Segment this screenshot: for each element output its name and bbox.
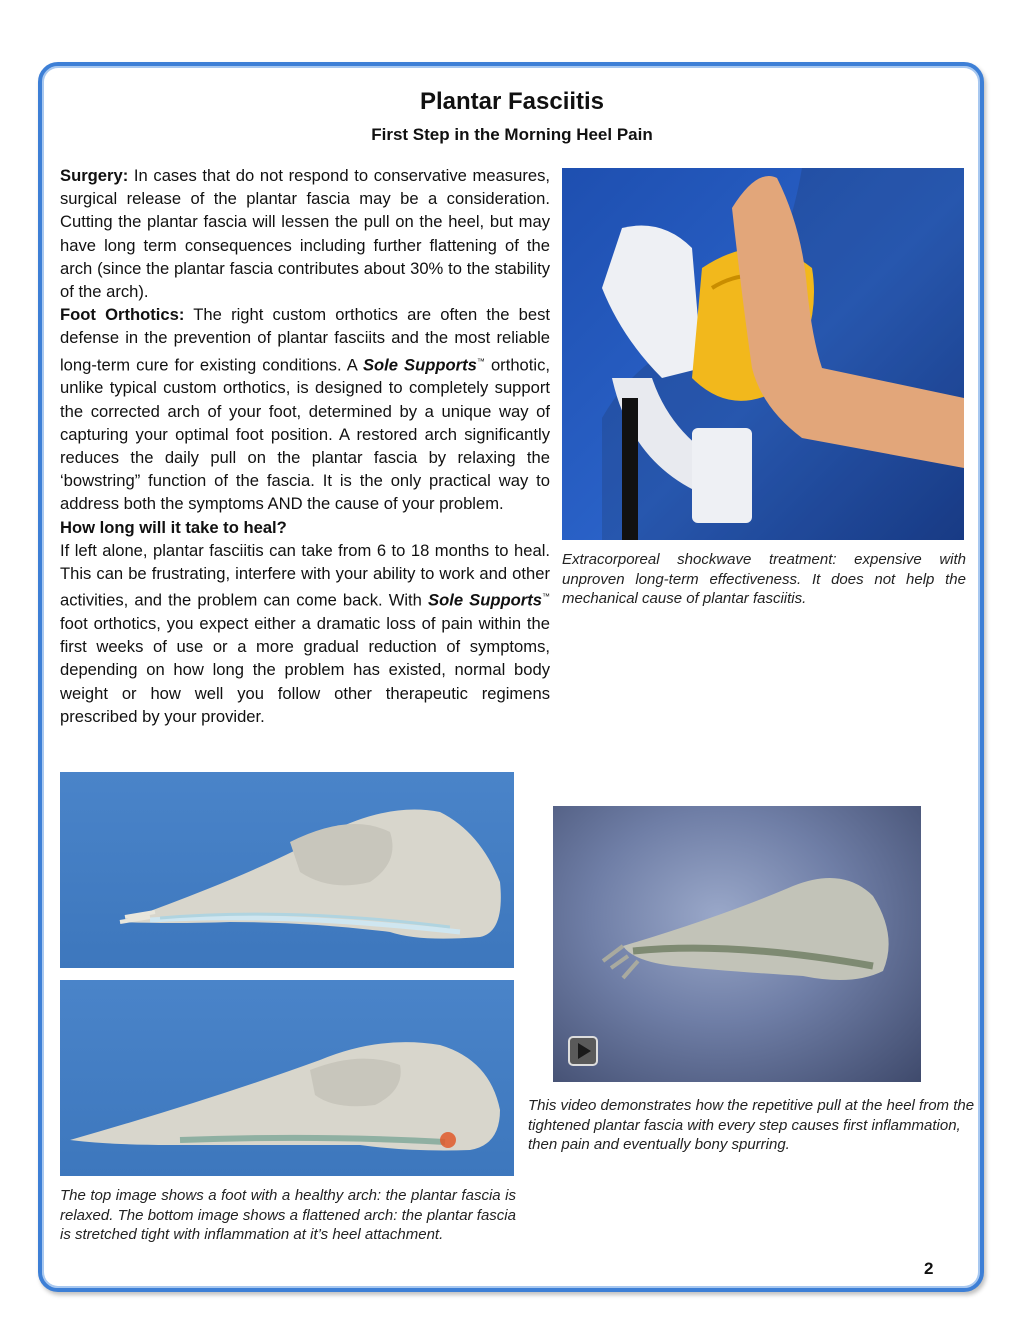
orthotics-text-2: orthotic, unlike typical custom orthotics, is designed to completely support the corrected arch of your foot, determined by a unique way of capturing your optimal foot position. A restored arch significantly reduces the daily pull on the plantar fascia by relaxing the ‘bowstring” function of the fascia. It is the only practical way to address both the symptoms AND the cause of your problem. (60, 355, 550, 514)
page-number: 2 (924, 1259, 934, 1278)
trademark: ™ (476, 356, 485, 366)
surgery-paragraph (60, 164, 550, 303)
play-icon (570, 1038, 596, 1064)
arches-caption: The top image shows a foot with a healthy arch: the plantar fascia is relaxed. The bottom image shows a flattened arch: the plantar fascia is stretched tight with inflammation at it’s heel attachment. (60, 1187, 516, 1243)
orthotics-label: Foot Orthotics: (60, 305, 185, 325)
surgery-label: Surgery: (60, 166, 129, 185)
shockwave-photo (562, 168, 964, 540)
shockwave-caption: Extracorporeal shockwave treatment: expensive with unproven long-term effectiveness. It does not help the mechanical cause of plantar fasciitis. (562, 551, 966, 607)
orthotics-text-1: The right custom orthotics are often the best defense in the prevention of plantar fasciits and the most reliable long-term cure for existing conditions. A (60, 305, 550, 375)
brand-name-2: Sole Supports (428, 590, 542, 610)
video-player[interactable] (553, 806, 921, 1082)
heal-text-2: foot orthotics, you expect either a dramatic loss of pain within the first weeks of use or a more gradual reduction of symptoms, depending on how long the problem has existed, normal body weight or how well you follow other therapeutic regimens prescribed by your provider. (60, 613, 550, 726)
surgery-text: In cases that do not respond to conservative measures, surgical release of the plantar fascia may be a consideration. Cutting the plantar fascia will lessen the pull on the heel, but may have long term consequences including further flattening of the arch (since the plantar fascia contributes about 30% to the stability of the arch). (60, 166, 550, 302)
heal-text-1: If left alone, plantar fasciitis can take from 6 to 18 months to heal. This can be frustrating, interfere with your ability to work and other activities, and the problem can come back. With (60, 540, 550, 610)
flattened-arch-image (60, 980, 514, 1176)
healthy-arch-image (60, 772, 514, 968)
play-button[interactable] (568, 1036, 598, 1066)
heal-paragraph (60, 539, 550, 728)
trademark-2: ™ (542, 592, 550, 602)
main-text (60, 164, 550, 728)
page-subtitle: First Step in the Morning Heel Pain (371, 125, 653, 144)
video-caption: This video demonstrates how the repetitive pull at the heel from the tightened plantar fascia with every step causes first inflammation, then pain and eventually bony spurring. (528, 1097, 975, 1153)
heal-heading (60, 516, 550, 539)
brand-name: Sole Supports (362, 355, 477, 375)
page-title: Plantar Fasciitis (419, 88, 605, 115)
heal-heading-text: How long will it take to heal? (60, 517, 287, 537)
orthotics-paragraph (60, 303, 550, 515)
